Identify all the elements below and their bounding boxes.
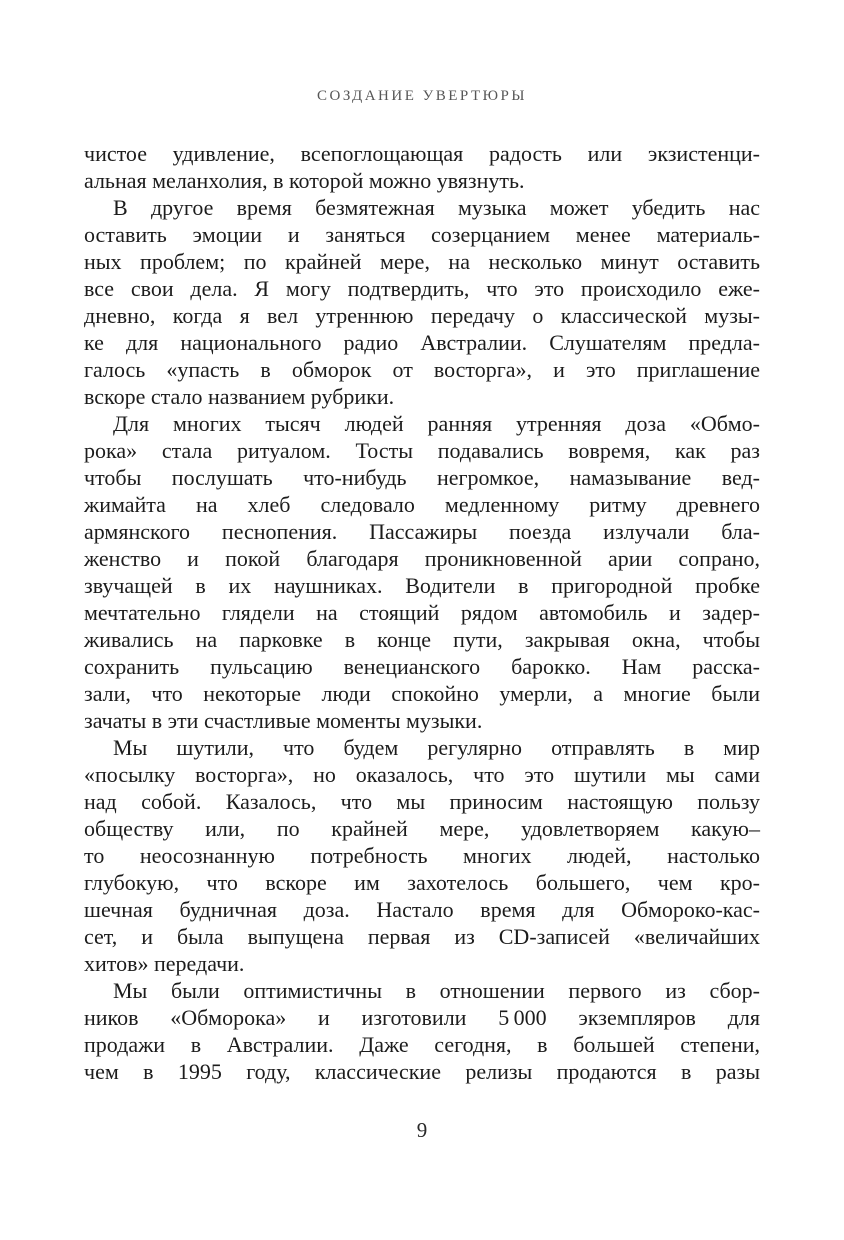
text-line: обществу или, по крайней мере, удовлетворяем какую–	[84, 816, 760, 841]
text-line: сохранить пульсацию венецианского барокко. Нам расска-	[84, 654, 760, 679]
text-line: над собой. Казалось, что мы приносим настоящую пользу	[84, 789, 760, 814]
text-line: ных проблем; по крайней мере, на несколько минут оставить	[84, 249, 760, 274]
paragraph	[84, 734, 760, 977]
text-line: хитов» передачи.	[84, 951, 245, 976]
text-line: ников «Обморока» и изготовили 5 000 экземпляров для	[84, 1005, 760, 1030]
page-number: 9	[416, 1118, 428, 1142]
text-line: мечтательно глядели на стоящий рядом автомобиль и задер-	[84, 600, 760, 625]
text-line: ке для национального радио Австралии. Слушателям предла-	[84, 330, 760, 355]
text-line: все свои дела. Я могу подтвердить, что это происходило еже-	[84, 276, 760, 301]
paragraph	[84, 194, 760, 410]
body-text	[84, 140, 760, 1085]
text-line: В другое время безмятежная музыка может убедить нас	[113, 195, 760, 220]
paragraph	[84, 140, 760, 194]
text-line: шечная будничная доза. Настало время для Обмороко-кас-	[84, 897, 760, 922]
text-line: Для многих тысяч людей ранняя утренняя доза «Обмо-	[113, 411, 760, 436]
text-line: чтобы послушать что-нибудь негромкое, намазывание вед-	[84, 465, 760, 490]
paragraph	[84, 977, 760, 1085]
text-line: чистое удивление, всепоглощающая радость или экзистенци-	[84, 141, 760, 166]
text-line: звучащей в их наушниках. Водители в пригородной пробке	[84, 573, 760, 598]
text-line: «посылку восторга», но оказалось, что это шутили мы сами	[84, 762, 760, 787]
text-line: глубокую, что вскоре им захотелось большего, чем кро-	[84, 870, 760, 895]
text-line: женство и покой благодаря проникновенной арии сопрано,	[84, 546, 760, 571]
text-line: галось «упасть в обморок от восторга», и это приглашение	[84, 357, 760, 382]
text-line: Мы шутили, что будем регулярно отправлять в мир	[113, 735, 760, 760]
text-line: то неосознанную потребность многих людей, настолько	[84, 843, 760, 868]
text-line: сет, и была выпущена первая из CD-записей «величайших	[84, 924, 760, 949]
text-line: армянского песнопения. Пассажиры поезда излучали бла-	[84, 519, 760, 544]
text-line: жимайта на хлеб следовало медленному ритму древнего	[84, 492, 760, 517]
text-line: продажи в Австралии. Даже сегодня, в большей степени,	[84, 1032, 760, 1057]
text-line: оставить эмоции и заняться созерцанием менее материаль-	[84, 222, 760, 247]
running-header: СОЗДАНИЕ УВЕРТЮРЫ	[317, 88, 527, 104]
text-line: Мы были оптимистичны в отношении первого из сбор-	[113, 978, 760, 1003]
text-line: зали, что некоторые люди спокойно умерли, а многие были	[84, 681, 760, 706]
text-line: рока» стала ритуалом. Тосты подавались вовремя, как раз	[84, 438, 760, 463]
text-line: вскоре стало названием рубрики.	[84, 384, 395, 409]
text-line: дневно, когда я вел утреннюю передачу о классической музы-	[84, 303, 760, 328]
text-line: альная меланхолия, в которой можно увязнуть.	[84, 168, 525, 193]
paragraph	[84, 410, 760, 734]
text-line: зачаты в эти счастливые моменты музыки.	[84, 708, 483, 733]
text-line: живались на парковке в конце пути, закрывая окна, чтобы	[84, 627, 760, 652]
text-line: чем в 1995 году, классические релизы продаются в разы	[84, 1059, 760, 1084]
